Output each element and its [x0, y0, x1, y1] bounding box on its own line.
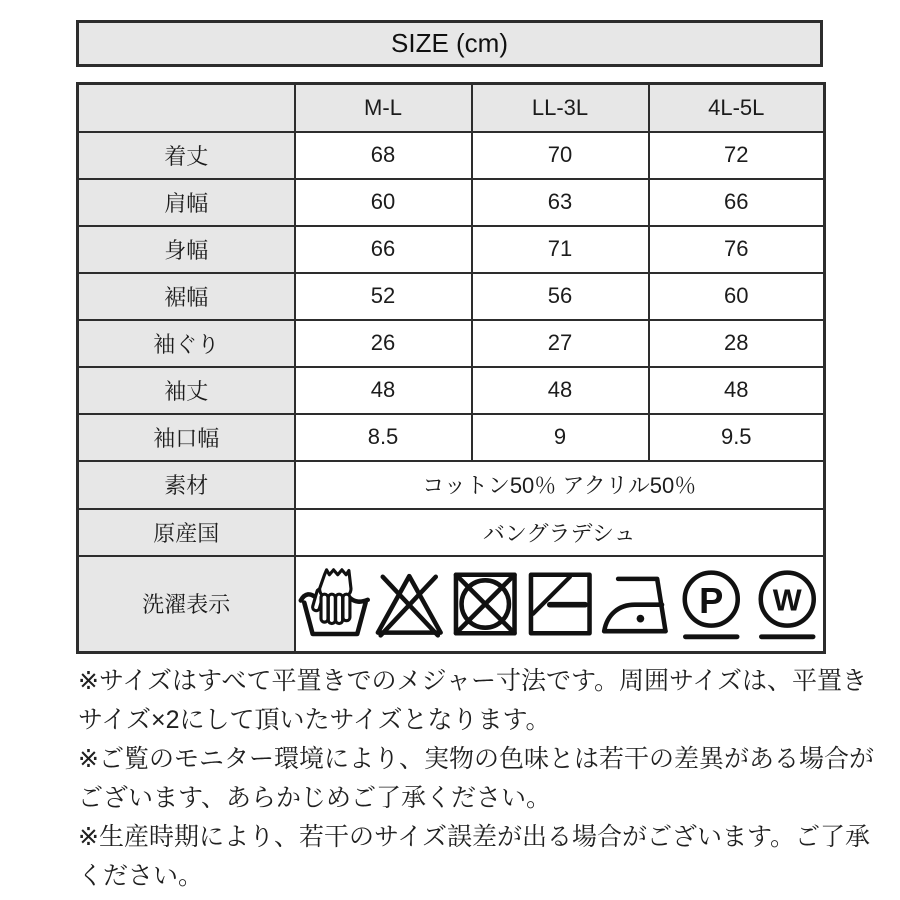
row-label: 原産国	[78, 509, 295, 556]
row-label: 袖ぐり	[78, 320, 295, 367]
care-row	[78, 556, 825, 653]
column-header-ll-3l: LL-3L	[472, 84, 649, 132]
table-row	[78, 414, 825, 461]
cell-value: 72	[649, 132, 825, 179]
letter-w: W	[772, 583, 802, 618]
cell-value: 48	[472, 367, 649, 414]
dry-clean-p-mild-icon	[675, 562, 748, 646]
care-icons-strip	[296, 558, 824, 650]
do-not-bleach-icon	[373, 562, 446, 646]
size-chart-title	[76, 20, 823, 67]
row-label: 洗濯表示	[78, 556, 295, 653]
size-table-header-row	[78, 84, 825, 132]
cell-value: 8.5	[295, 414, 472, 461]
material-row	[78, 461, 825, 509]
cell-value: 66	[649, 179, 825, 226]
origin-value: バングラデシュ	[295, 509, 825, 556]
hand-wash-icon	[298, 562, 371, 646]
material-value: コットン50％ アクリル50％	[295, 461, 825, 509]
row-label: 肩幅	[78, 179, 295, 226]
row-label: 身幅	[78, 226, 295, 273]
cell-value: 60	[649, 273, 825, 320]
row-label: 着丈	[78, 132, 295, 179]
cell-value: 9	[472, 414, 649, 461]
cell-value: 52	[295, 273, 472, 320]
row-label: 裾幅	[78, 273, 295, 320]
size-chart-title-text: SIZE (cm)	[391, 28, 508, 58]
cell-value: 26	[295, 320, 472, 367]
row-label: 素材	[78, 461, 295, 509]
do-not-tumble-dry-icon	[449, 562, 522, 646]
wet-clean-w-mild-icon	[751, 562, 824, 646]
cell-value: 66	[295, 226, 472, 273]
footnotes	[78, 662, 874, 896]
cell-value: 56	[472, 273, 649, 320]
cell-value: 63	[472, 179, 649, 226]
cell-value: 28	[649, 320, 825, 367]
table-row	[78, 367, 825, 414]
table-row	[78, 132, 825, 179]
size-table	[76, 82, 826, 654]
corner-cell	[78, 84, 295, 132]
cell-value: 27	[472, 320, 649, 367]
care-symbols-cell	[295, 556, 825, 653]
table-row	[78, 273, 825, 320]
footnote-line: ※サイズはすべて平置きでのメジャー寸法です。周囲サイズは、平置き	[78, 667, 867, 695]
cell-value: 48	[295, 367, 472, 414]
cell-value: 9.5	[649, 414, 825, 461]
footnote-line: サイズ×2にして頂いたサイズとなります。	[78, 706, 551, 734]
footnote-line: ※ご覧のモニター環境により、実物の色味とは若干の差異がある場合が	[78, 745, 874, 773]
cell-value: 48	[649, 367, 825, 414]
footnote-line: ※生産時期により、若干のサイズ誤差が出る場合がございます。ご了承	[78, 823, 870, 851]
cell-value: 71	[472, 226, 649, 273]
table-row	[78, 179, 825, 226]
column-header-4l-5l: 4L-5L	[649, 84, 825, 132]
iron-low-heat-icon	[600, 562, 673, 646]
cell-value: 60	[295, 179, 472, 226]
dry-flat-in-shade-icon	[524, 562, 597, 646]
footnote-line: ください。	[78, 862, 204, 890]
footnote-line: ございます、あらかじめご了承ください。	[78, 784, 552, 812]
row-label: 袖口幅	[78, 414, 295, 461]
cell-value: 68	[295, 132, 472, 179]
table-row	[78, 226, 825, 273]
letter-p: P	[699, 579, 724, 621]
row-label: 袖丈	[78, 367, 295, 414]
cell-value: 70	[472, 132, 649, 179]
column-header-m-l: M-L	[295, 84, 472, 132]
table-row	[78, 320, 825, 367]
origin-row	[78, 509, 825, 556]
cell-value: 76	[649, 226, 825, 273]
